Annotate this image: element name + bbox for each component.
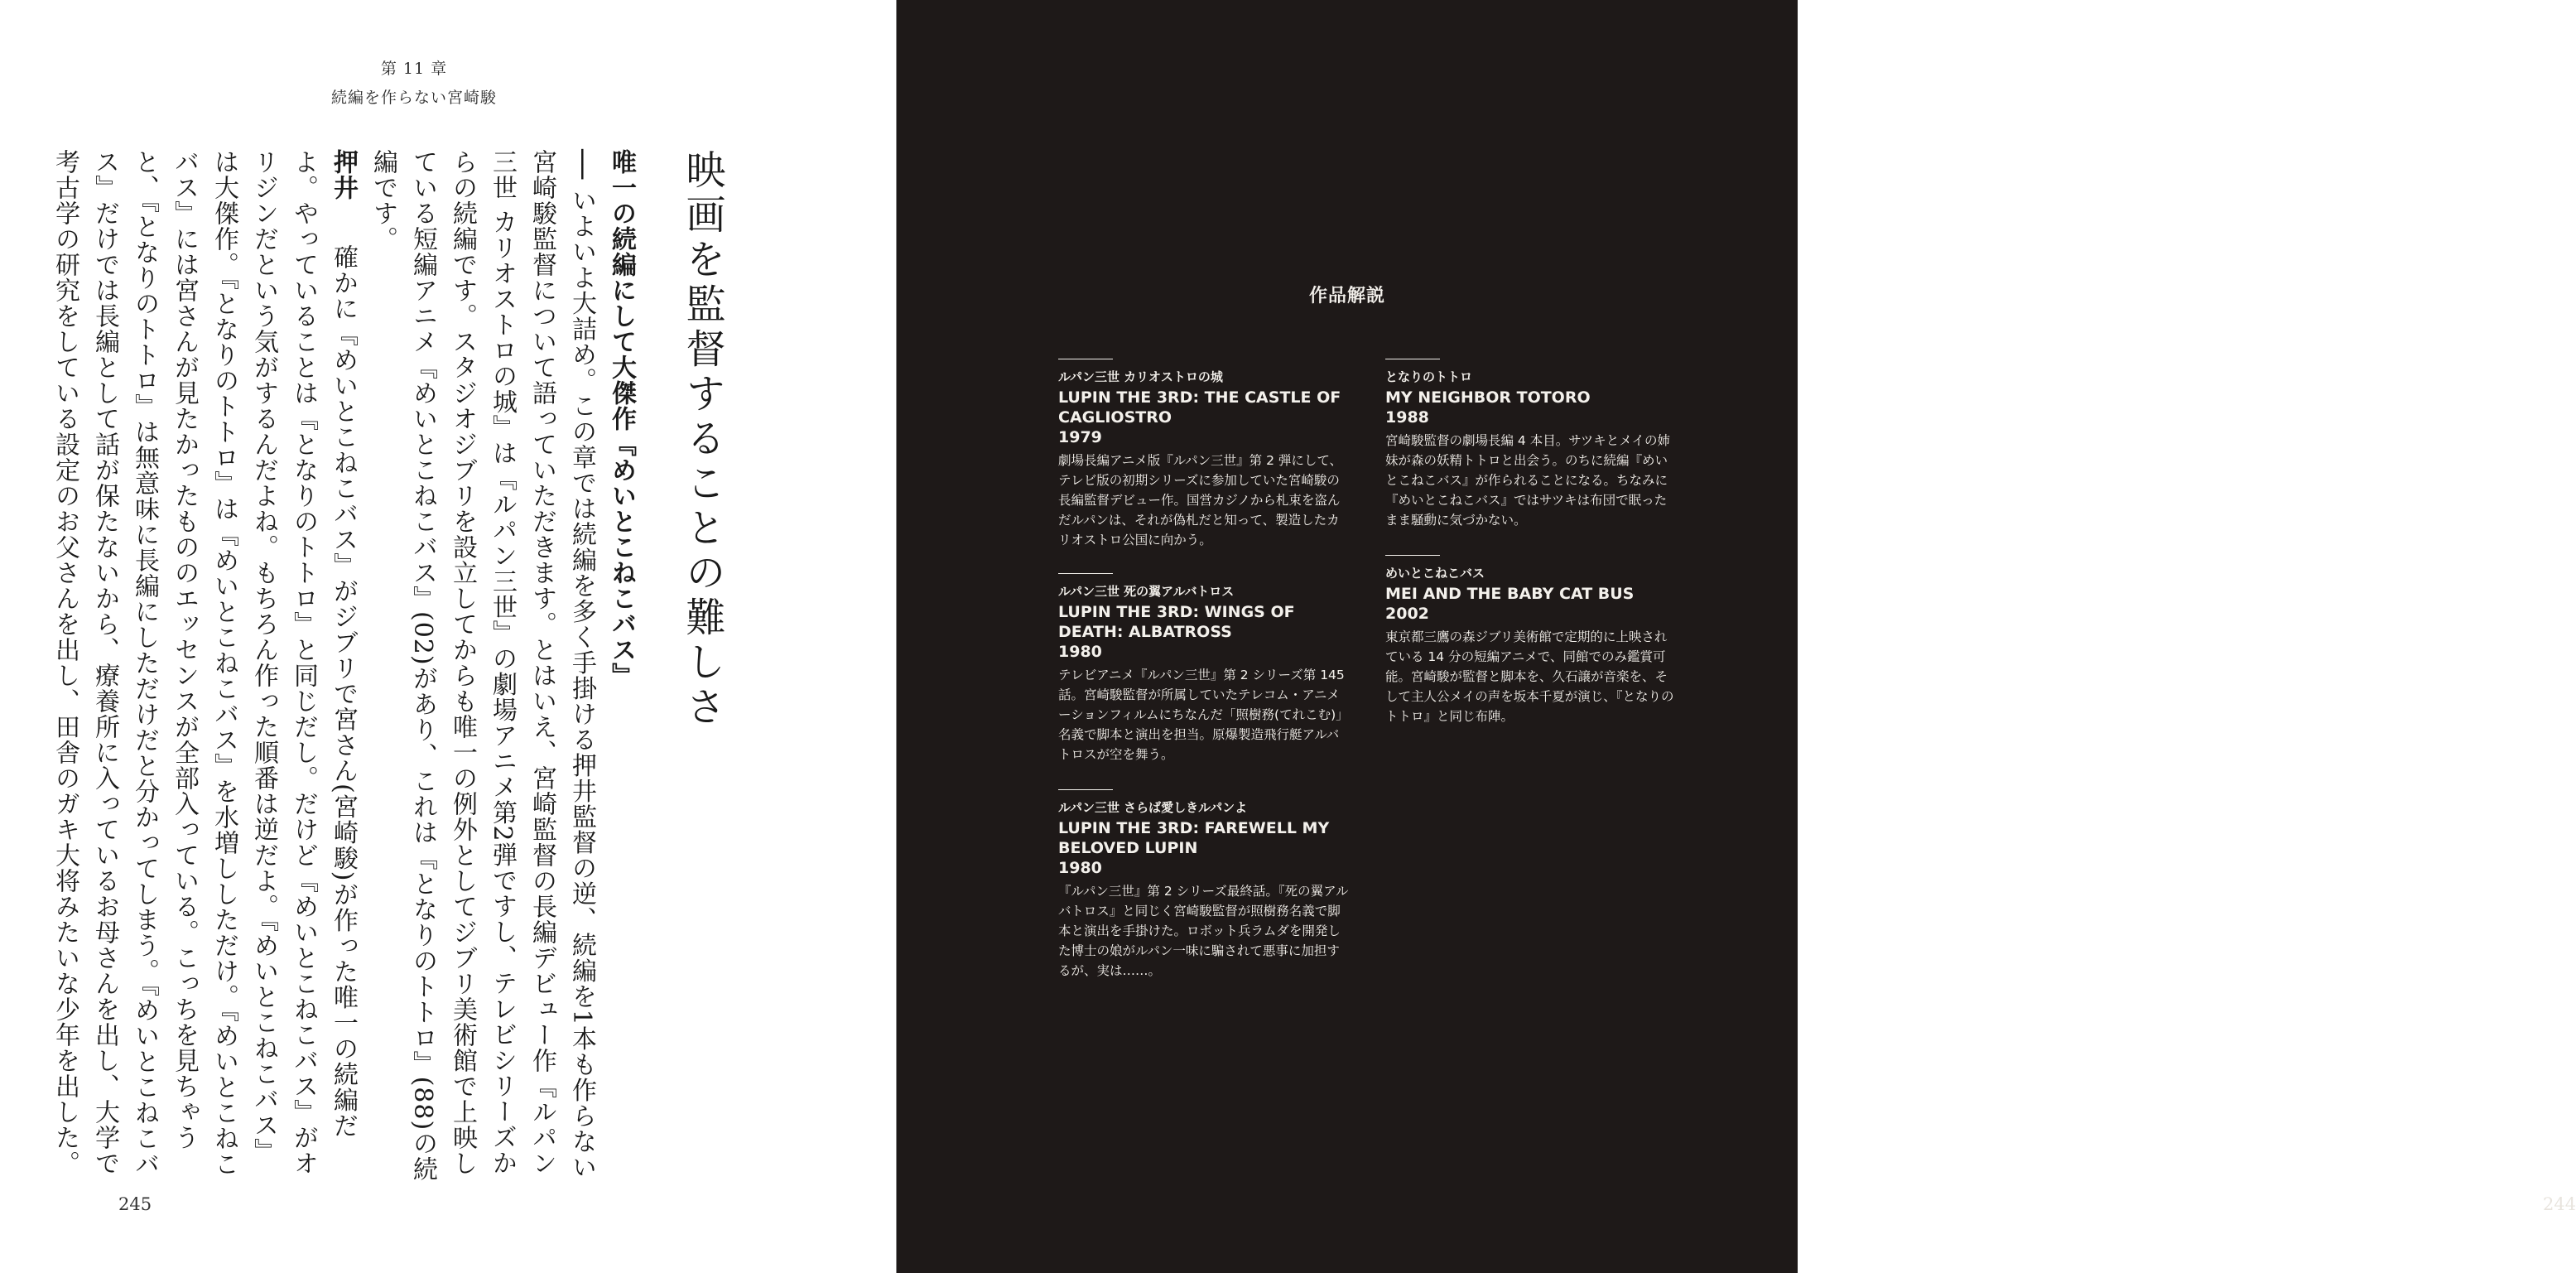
question-heading: 唯一の続編にして大傑作『めいとこねこバス』 <box>607 149 636 688</box>
vertical-body-text <box>51 149 735 1184</box>
speaker-label: 押井 <box>329 149 358 200</box>
divider <box>1385 555 1440 556</box>
right-page <box>897 0 2576 1273</box>
work-title-en: MY NEIGHBOR TOTORO <box>1385 388 1591 407</box>
page-number-left: 245 <box>118 1194 152 1214</box>
work-entry <box>1058 359 1351 550</box>
em-dash: ── <box>567 149 596 180</box>
chapter-number: 第 11 章 <box>380 60 448 78</box>
work-year: 2002 <box>1385 605 1429 623</box>
work-entry <box>1385 555 1678 726</box>
work-year: 1980 <box>1058 643 1102 661</box>
answer-paragraph <box>45 149 363 1184</box>
work-title-en: MEI AND THE BABY CAT BUS <box>1385 585 1635 603</box>
question-text: いよいよ大詰め。この章では続編を多く手掛ける押井監督の逆、続編を1本も作らない宮崎駿監督について語っていただきます。とはいえ、宮崎監督の長編デビュー作『ルパン三世 カリオストロの城』は『ルパン三世』の劇場アニメ第2弾ですし、テレビシリーズからの続編です。スタジオジブリを設立してからも唯一の例外としてジブリ美術館で上映している短編アニメ『めいとこねこバス』(02)があり、これは『となりのトトロ』(88)の続編です。 <box>368 149 596 1183</box>
work-title-jp: となりのトトロ <box>1385 369 1473 384</box>
question-paragraph <box>363 149 601 1184</box>
work-description: 東京都三鷹の森ジブリ美術館で定期的に上映されている 14 分の短編アニメで、同館でのみ鑑賞可能。宮崎駿が監督と脚本を、久石譲が音楽を、そして主人公メイの声を坂本千夏が演じ、『となりのトトロ』と同じ布陣。 <box>1385 629 1674 724</box>
work-title-en: LUPIN THE 3RD: WINGS OF DEATH: ALBATROSS <box>1058 603 1295 641</box>
page-number-right: 244 <box>2543 1194 2576 1214</box>
left-page <box>0 0 897 1273</box>
divider <box>1058 789 1113 790</box>
work-entry <box>1058 573 1351 764</box>
work-year: 1980 <box>1058 859 1102 877</box>
work-description: テレビアニメ『ルパン三世』第 2 シリーズ第 145 話。宮崎駿監督が所属していたテレコム・アニメーションフィルムにちなんだ「照樹務(てれこむ)」名義で脚本と演出を担当。原爆製造飛行艇アルバトロスが空を舞う。 <box>1058 668 1349 762</box>
divider <box>1058 573 1113 574</box>
work-description: 劇場長編アニメ版『ルパン三世』第 2 弾にして、テレビ版の初期シリーズに参加していた宮崎駿の長編監督デビュー作。国営カジノから札束を盗んだルパンは、それが偽札だと知って、製造したカリオストロ公国に向かう。 <box>1058 453 1343 547</box>
work-year: 1988 <box>1385 408 1429 427</box>
chapter-title: 続編を作らない宮崎駿 <box>330 89 497 107</box>
work-entry <box>1058 789 1351 981</box>
work-title-en: LUPIN THE 3RD: FAREWELL MY BELOVED LUPIN <box>1058 819 1330 857</box>
work-title-jp: ルパン三世 さらば愛しきルパンよ <box>1058 800 1248 815</box>
work-title-jp: めいとこねこバス <box>1385 566 1485 581</box>
works-section-title: 作品解説 <box>1308 286 1385 306</box>
work-description: 『ルパン三世』第 2 シリーズ最終話。『死の翼アルバトロス』と同じく宮崎駿監督が照樹務名義で脚本と演出を手掛けた。ロボット兵ラムダを開発した博士の娘がルパン一味に騙されて悪事に加担するが、実は……。 <box>1058 884 1349 978</box>
work-title-jp: ルパン三世 カリオストロの城 <box>1058 369 1223 384</box>
answer-text: 確かに『めいとこねこバス』がジブリで宮さん(宮崎駿)が作った唯一の続編だよ。やっていることは『となりのトトロ』と同じだし。だけど『めいとこねこバス』がオリジンだという気がするんだよね。もちろん作った順番は逆だよ。『めいとこねこバス』は大傑作。『となりのトトロ』は『めいとこねこバス』を水増ししただけ。『めいとこねこバス』には宮さんが見たかったもののエッセンスが全部入っている。こっちを見ちゃうと、『となりのトトロ』は無意味に長編にしただけだと分かってしまう。『めいとこねこバス』だけでは長編として話が保たないから、療養所に入っているお母さんを出し、大学で考古学の研究をしている設定のお父さんを出し、田舎のガキ大将みたいな少年を出した。 <box>51 149 358 1177</box>
work-title-en: LUPIN THE 3RD: THE CASTLE OF CAGLIOSTRO <box>1058 388 1341 427</box>
work-title-jp: ルパン三世 死の翼アルバトロス <box>1058 584 1235 599</box>
section-heading: 映画を監督することの難しさ <box>679 149 725 731</box>
work-year: 1979 <box>1058 428 1102 446</box>
work-description: 宮崎駿監督の劇場長編 4 本目。サツキとメイの姉妹が森の妖精トトロと出会う。のちに続編『めいとこねこバス』が作られることになる。ちなみに『めいとこねこバス』ではサツキは布団で眠ったまま騒動に気づかない。 <box>1385 433 1670 528</box>
work-entry <box>1385 359 1678 530</box>
